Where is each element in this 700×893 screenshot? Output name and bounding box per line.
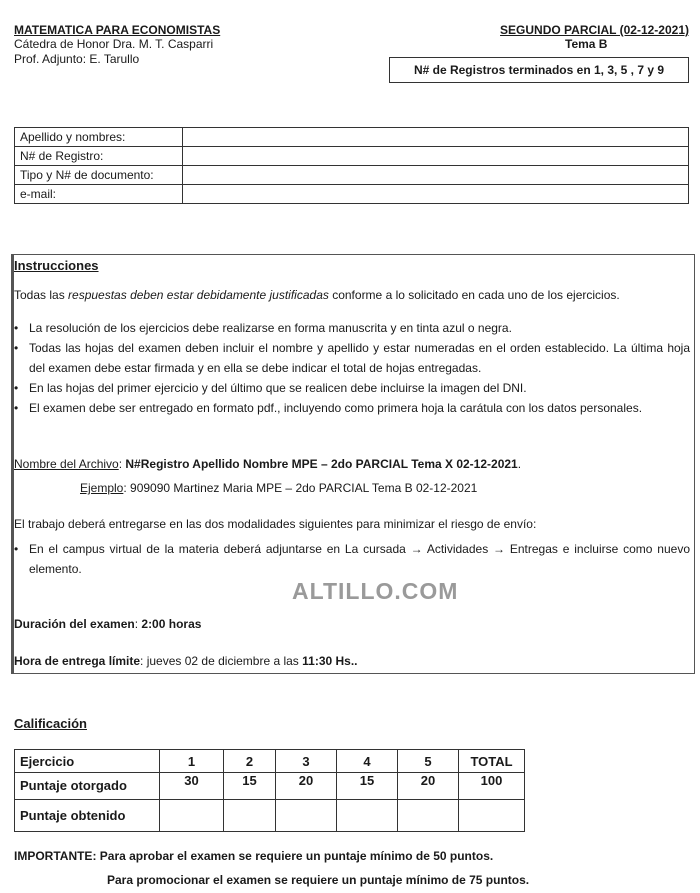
example-line: Ejemplo: 909090 Martinez Maria MPE – 2do PARCIAL Tema B 02-12-2021 (80, 481, 478, 495)
field-label: Apellido y nombres: (15, 128, 183, 147)
grades-cell: 20 (276, 773, 337, 800)
delivery-intro: El trabajo deberá entregarse en las dos modalidades siguientes para minimizar el riesgo de envío: (14, 517, 537, 531)
field-label: Tipo y N# de documento: (15, 166, 183, 185)
grades-title: Calificación (14, 716, 87, 731)
table-row (15, 147, 689, 166)
grades-header-cell: TOTAL (459, 750, 525, 773)
document-field[interactable] (183, 166, 689, 185)
personal-data-table (14, 127, 689, 204)
example-label: Ejemplo (80, 481, 124, 495)
instructions-intro (14, 285, 690, 305)
grades-header-cell: 1 (160, 750, 224, 773)
list-item: • En las hojas del primer ejercicio y del último que se realicen debe incluirse la imagen del DNI. (14, 378, 690, 398)
grades-cell: 30 (160, 773, 224, 800)
registros-box (389, 57, 689, 83)
registro-field[interactable] (183, 147, 689, 166)
registros-text: N# de Registros terminados en 1, 3, 5 , 7 y 9 (413, 63, 665, 77)
field-label: e-mail: (15, 185, 183, 204)
grades-input-cell[interactable] (160, 800, 224, 832)
intro-text: Todas las (14, 288, 69, 302)
name-field[interactable] (183, 128, 689, 147)
grades-cell: 20 (398, 773, 459, 800)
grades-row-label: Puntaje otorgado (15, 773, 160, 800)
table-row (15, 185, 689, 204)
grades-cell: 100 (459, 773, 525, 800)
table-row (15, 800, 525, 832)
grades-table (14, 749, 525, 832)
grades-header-cell: 3 (276, 750, 337, 773)
deadline-time: 11:30 Hs.. (302, 654, 358, 668)
example-value: 909090 Martinez Maria MPE – 2do PARCIAL Tema B 02-12-2021 (130, 481, 478, 495)
grades-input-cell[interactable] (337, 800, 398, 832)
intro-emphasis: respuestas deben estar debidamente justificadas (68, 288, 329, 302)
grades-header-cell: 4 (337, 750, 398, 773)
grades-input-cell[interactable] (398, 800, 459, 832)
intro-text-end: conforme a lo solicitado en cada uno de los ejercicios. (328, 288, 620, 302)
email-field[interactable] (183, 185, 689, 204)
list-item: • En el campus virtual de la materia deberá adjuntarse en La cursada → Actividades → Entregas e incluirse como nuevo elemento. (14, 539, 690, 579)
list-item: • El examen debe ser entregado en formato pdf., incluyendo como primera hoja la carátula con los datos personales. (14, 398, 690, 418)
filename-value: N#Registro Apellido Nombre MPE – 2do PARCIAL Tema X 02-12-2021 (125, 457, 518, 471)
deadline-label: Hora de entrega límite (14, 654, 141, 668)
grades-input-cell[interactable] (276, 800, 337, 832)
grades-cell: 15 (337, 773, 398, 800)
deadline-line: Hora de entrega límite: jueves 02 de diciembre a las 11:30 Hs.. (14, 654, 358, 668)
adjunct-professor: Prof. Adjunto: E. Tarullo (14, 52, 140, 66)
grades-header-cell: 5 (398, 750, 459, 773)
duration-value: 2:00 horas (141, 617, 202, 631)
table-row (15, 128, 689, 147)
table-row (15, 773, 525, 800)
duration-label: Duración del examen (14, 617, 135, 631)
watermark: ALTILLO.COM (292, 578, 459, 604)
list-item: • La resolución de los ejercicios debe realizarse en forma manuscrita y en tinta azul o negra. (14, 318, 690, 338)
grades-cell: 15 (224, 773, 276, 800)
table-row (15, 166, 689, 185)
chair-name: Cátedra de Honor Dra. M. T. Casparri (14, 37, 214, 51)
list-item: • Todas las hojas del examen deben incluir el nombre y apellido y estar numeradas en el orden establecido. La última hoja del examen debe estar firmada y en ella se debe indicar el total de hojas entregadas. (14, 338, 690, 378)
deadline-text: jueves 02 de diciembre a las (146, 654, 303, 668)
exam-tema: Tema B (565, 37, 608, 51)
instructions-title: Instrucciones (14, 258, 99, 273)
footer-approve: IMPORTANTE: Para aprobar el examen se requiere un puntaje mínimo de 50 puntos. (14, 849, 494, 863)
course-title: MATEMATICA PARA ECONOMISTAS (14, 23, 221, 37)
grades-input-cell[interactable] (459, 800, 525, 832)
grades-input-cell[interactable] (224, 800, 276, 832)
exam-title: SEGUNDO PARCIAL (02-12-2021) (500, 23, 689, 37)
grades-row-label: Puntaje obtenido (15, 800, 160, 832)
duration-line: Duración del examen: 2:00 horas (14, 617, 202, 631)
field-label: N# de Registro: (15, 147, 183, 166)
grades-header-cell: 2 (224, 750, 276, 773)
filename-line: Nombre del Archivo: N#Registro Apellido Nombre MPE – 2do PARCIAL Tema X 02-12-2021. (14, 457, 522, 471)
table-row (15, 750, 525, 773)
grades-header-cell: Ejercicio (15, 750, 160, 773)
filename-label: Nombre del Archivo (14, 457, 119, 471)
footer-promote: Para promocionar el examen se requiere un puntaje mínimo de 75 puntos. (107, 873, 530, 887)
